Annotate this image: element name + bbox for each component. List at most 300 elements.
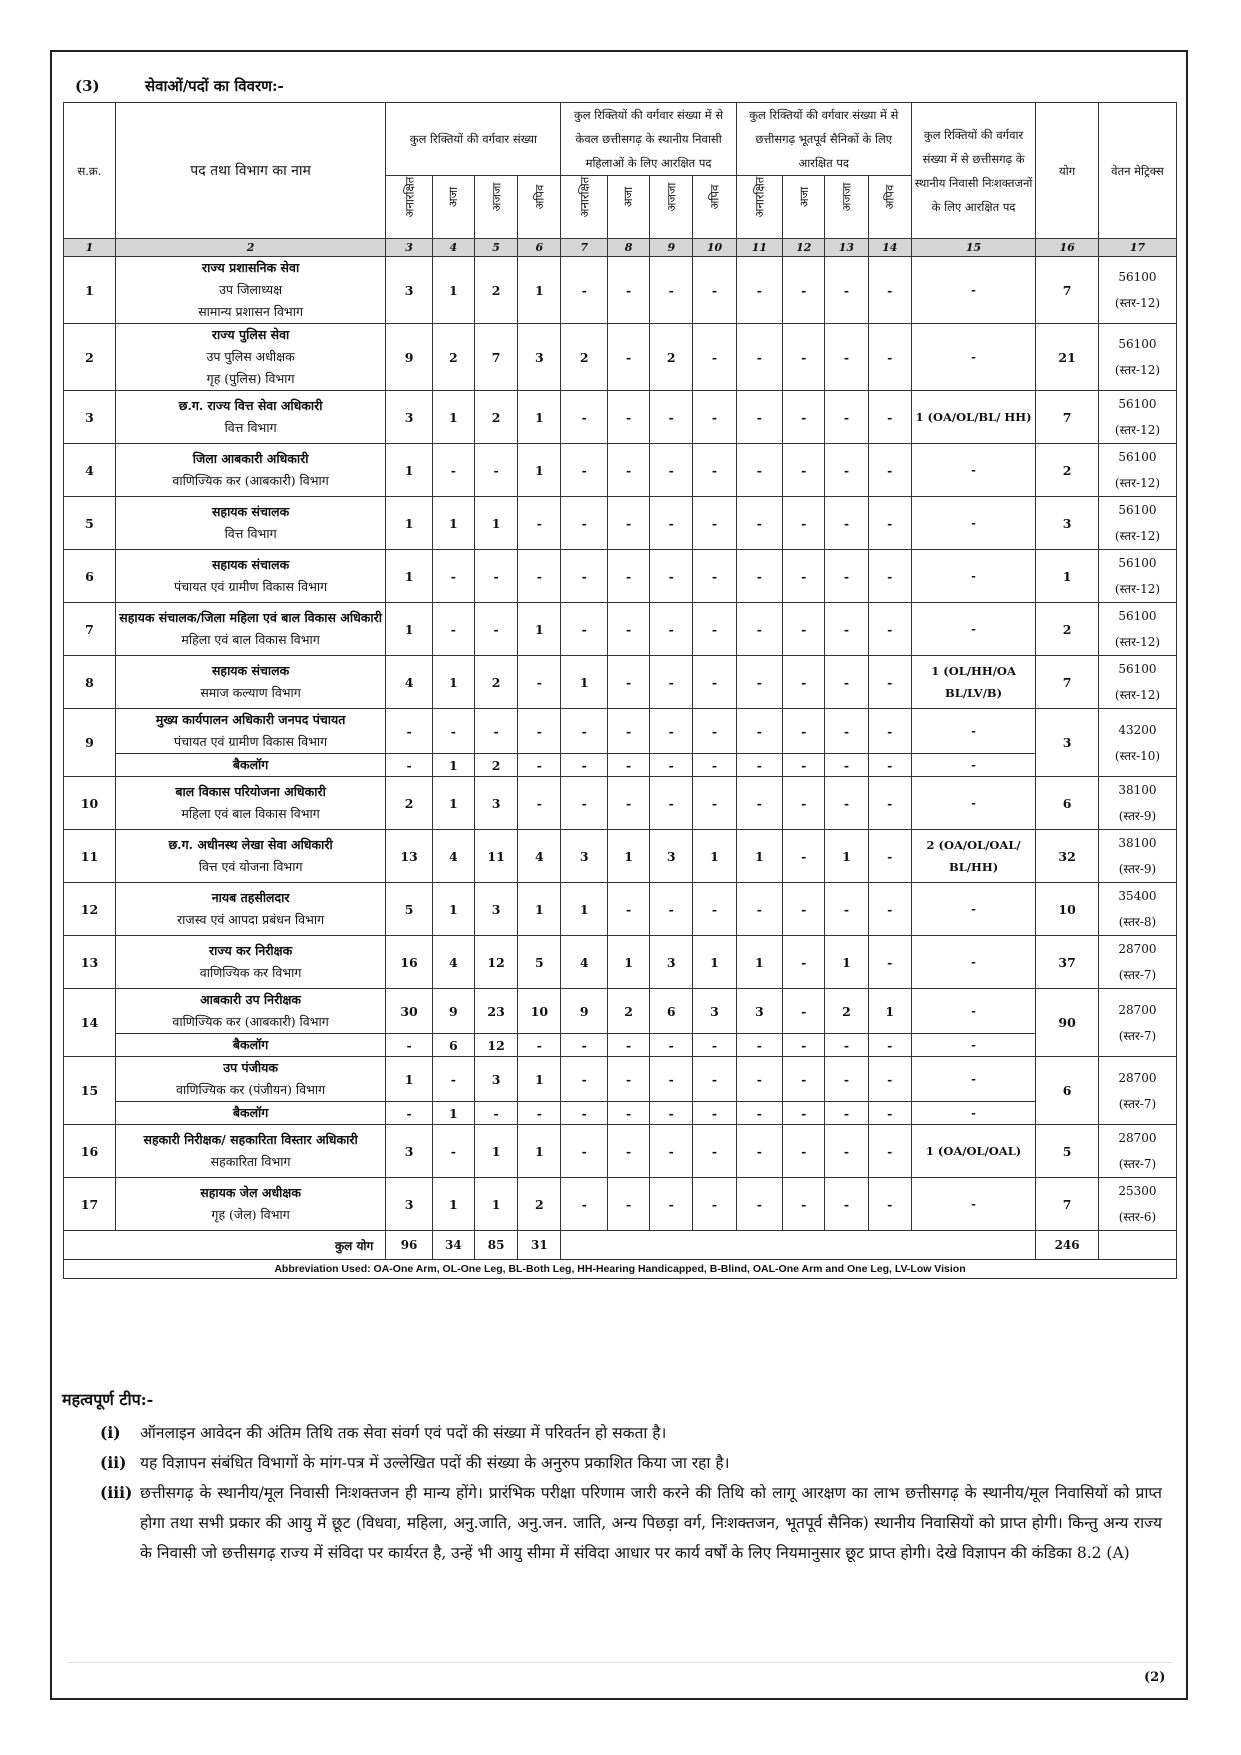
post-name-cell — [115, 709, 385, 754]
vacancy-count: - — [783, 550, 825, 603]
column-index: 1 — [64, 239, 116, 257]
table-row — [64, 1057, 1177, 1102]
vacancy-count: - — [607, 883, 649, 936]
post-detail: महिला एवं बाल विकास विभाग — [181, 806, 320, 821]
post-detail: उप जिलाध्यक्ष — [219, 282, 283, 297]
vacancy-count: - — [386, 709, 433, 754]
vacancy-count: - — [825, 603, 868, 656]
vacancy-count: - — [607, 603, 649, 656]
post-detail: वित्त विभाग — [224, 526, 277, 541]
vacancy-count: - — [693, 709, 736, 754]
pay-matrix — [1098, 1178, 1176, 1231]
header-category-label: अनारक्षित — [402, 176, 417, 218]
vacancy-count: - — [868, 709, 911, 754]
row-total: 5 — [1036, 1125, 1099, 1178]
vacancy-count: - — [693, 777, 736, 830]
vacancy-count: 1 — [432, 497, 474, 550]
pay-matrix-line: 25300 — [1118, 1184, 1157, 1198]
backlog-count: - — [561, 754, 608, 777]
table-row — [64, 777, 1177, 830]
disabled-reserved: - — [911, 444, 1035, 497]
vacancy-count: - — [825, 324, 868, 391]
header-pay: वेतन मेट्रिक्स — [1098, 103, 1176, 239]
vacancy-count: 3 — [386, 257, 433, 324]
vacancy-count: - — [518, 777, 561, 830]
vacancy-count: 3 — [736, 989, 783, 1034]
row-total: 2 — [1036, 603, 1099, 656]
backlog-label — [115, 754, 385, 777]
header-category-label: अपिव — [882, 184, 897, 210]
vacancy-count: - — [868, 1057, 911, 1102]
post-title: राज्य पुलिस सेवा — [211, 327, 290, 342]
table-row — [64, 883, 1177, 936]
vacancy-count: 4 — [386, 656, 433, 709]
post-title: राज्य कर निरीक्षक — [208, 943, 293, 958]
vacancy-count: 1 — [432, 257, 474, 324]
pay-matrix — [1098, 656, 1176, 709]
vacancy-count: 2 — [650, 324, 693, 391]
backlog-count: - — [607, 1034, 649, 1057]
footer-divider — [68, 1662, 1172, 1663]
vacancy-count: - — [736, 656, 783, 709]
pay-matrix-line: (स्तर-6) — [1118, 1210, 1157, 1224]
vacancy-count: - — [693, 603, 736, 656]
post-detail: पंचायत एवं ग्रामीण विकास विभाग — [174, 734, 328, 749]
vacancy-count: - — [518, 709, 561, 754]
vacancy-count: - — [868, 257, 911, 324]
totals-pay-blank — [1098, 1231, 1176, 1260]
vacancy-count: 13 — [386, 830, 433, 883]
vacancy-count: - — [607, 1178, 649, 1231]
backlog-count: - — [650, 1102, 693, 1125]
post-name-cell — [115, 656, 385, 709]
row-serial: 8 — [64, 656, 116, 709]
vacancy-count: - — [825, 777, 868, 830]
vacancy-count: - — [693, 444, 736, 497]
column-index: 16 — [1036, 239, 1099, 257]
vacancy-count: - — [518, 550, 561, 603]
vacancy-count: - — [868, 936, 911, 989]
row-serial: 1 — [64, 257, 116, 324]
table-row — [64, 324, 1177, 391]
vacancy-count: - — [650, 603, 693, 656]
header-category — [561, 176, 608, 239]
vacancy-count: 12 — [474, 936, 517, 989]
pay-matrix-line: 28700 — [1118, 942, 1157, 956]
disabled-reserved: - — [911, 777, 1035, 830]
pay-matrix-line: 28700 — [1118, 1070, 1157, 1085]
note-text: ऑनलाइन आवेदन की अंतिम तिथि तक सेवा संवर्ग एवं पदों की संख्या में परिवर्तन हो सकता है। — [140, 1424, 667, 1442]
backlog-count: - — [825, 754, 868, 777]
backlog-disabled: - — [911, 1034, 1035, 1057]
vacancy-count: 11 — [474, 830, 517, 883]
pay-matrix — [1098, 1057, 1176, 1125]
header-category-label: अनारक्षित — [577, 176, 592, 218]
note-item — [100, 1448, 1162, 1478]
header-group-disabled: कुल रिक्तियों की वर्गवार संख्या में से छत्तीसगढ़ के स्थानीय निवासी निःशक्तजनों के लिए आरक्षित पद — [911, 103, 1035, 239]
vacancy-count: 5 — [386, 883, 433, 936]
vacancy-count: - — [650, 444, 693, 497]
pay-matrix — [1098, 444, 1176, 497]
vacancy-count: 1 — [607, 830, 649, 883]
pay-matrix-line: (स्तर-9) — [1118, 862, 1157, 876]
pay-matrix — [1098, 1125, 1176, 1178]
pay-matrix — [1098, 830, 1176, 883]
pay-matrix-line: 28700 — [1118, 1002, 1157, 1017]
pay-matrix — [1098, 603, 1176, 656]
backlog-row — [64, 754, 1177, 777]
backlog-count: - — [561, 1034, 608, 1057]
table-row — [64, 936, 1177, 989]
post-detail: गृह (पुलिस) विभाग — [206, 371, 295, 386]
vacancy-count: 1 — [518, 603, 561, 656]
backlog-count: - — [561, 1102, 608, 1125]
vacancy-count: 10 — [518, 989, 561, 1034]
vacancy-count: - — [650, 883, 693, 936]
vacancy-count: - — [607, 1057, 649, 1102]
vacancy-count: 1 — [518, 883, 561, 936]
pay-matrix-line: (स्तर-7) — [1118, 1157, 1157, 1171]
post-title: सहायक संचालक/जिला महिला एवं बाल विकास अधिकारी — [119, 610, 382, 625]
header-category — [432, 176, 474, 239]
vacancy-count: - — [868, 497, 911, 550]
column-index: 14 — [868, 239, 911, 257]
pay-matrix — [1098, 936, 1176, 989]
post-detail: पंचायत एवं ग्रामीण विकास विभाग — [174, 579, 328, 594]
note-item — [100, 1418, 1162, 1448]
row-total: 2 — [1036, 444, 1099, 497]
pay-matrix-line: 56100 — [1118, 662, 1157, 676]
backlog-count: - — [650, 1034, 693, 1057]
post-detail: राजस्व एवं आपदा प्रबंधन विभाग — [177, 912, 325, 927]
vacancy-count: 3 — [386, 391, 433, 444]
disabled-reserved: - — [911, 550, 1035, 603]
row-serial: 2 — [64, 324, 116, 391]
vacancy-count: - — [783, 989, 825, 1034]
section-number: (3) — [75, 77, 100, 95]
vacancy-count: - — [783, 1057, 825, 1102]
backlog-count: - — [868, 1034, 911, 1057]
vacancy-count: - — [736, 1057, 783, 1102]
vacancy-count: 1 — [561, 883, 608, 936]
vacancy-count: - — [825, 656, 868, 709]
vacancy-count: - — [561, 444, 608, 497]
post-detail: वाणिज्यिक कर (पंजीयन) विभाग — [176, 1082, 326, 1097]
vacancy-count: - — [736, 777, 783, 830]
post-name-cell — [115, 257, 385, 324]
vacancy-count: - — [783, 777, 825, 830]
row-total: 7 — [1036, 257, 1099, 324]
table-row — [64, 603, 1177, 656]
backlog-count: - — [736, 1034, 783, 1057]
vacancy-count: 1 — [474, 497, 517, 550]
post-detail: महिला एवं बाल विकास विभाग — [181, 632, 320, 647]
vacancy-count: - — [868, 1178, 911, 1231]
column-index: 5 — [474, 239, 517, 257]
vacancy-count: - — [783, 936, 825, 989]
vacancy-count: 6 — [650, 989, 693, 1034]
vacancy-table — [63, 102, 1177, 1279]
vacancy-count: - — [432, 709, 474, 754]
vacancy-count: 7 — [474, 324, 517, 391]
backlog-count: 1 — [432, 754, 474, 777]
vacancy-count: 2 — [474, 656, 517, 709]
header-category-label: अपिव — [532, 184, 547, 210]
header-category — [783, 176, 825, 239]
column-index: 11 — [736, 239, 783, 257]
post-detail: वाणिज्यिक कर विभाग — [199, 965, 302, 980]
vacancy-count: 2 — [518, 1178, 561, 1231]
header-category-label: अपिव — [707, 184, 722, 210]
pay-matrix-line: 56100 — [1118, 503, 1157, 517]
backlog-count: - — [868, 754, 911, 777]
vacancy-count: - — [825, 709, 868, 754]
vacancy-count: - — [650, 709, 693, 754]
vacancy-count: 3 — [518, 324, 561, 391]
vacancy-count: - — [693, 656, 736, 709]
header-category — [386, 176, 433, 239]
vacancy-count: - — [607, 709, 649, 754]
vacancy-count: 1 — [518, 391, 561, 444]
header-category-label: अनारक्षित — [752, 176, 767, 218]
vacancy-count: 4 — [518, 830, 561, 883]
vacancy-count: - — [783, 603, 825, 656]
post-name-cell — [115, 1178, 385, 1231]
post-title: बाल विकास परियोजना अधिकारी — [175, 784, 326, 799]
vacancy-count: 3 — [386, 1178, 433, 1231]
vacancy-count: 1 — [432, 1178, 474, 1231]
backlog-count: - — [386, 754, 433, 777]
post-title: आबकारी उप निरीक्षक — [200, 992, 302, 1007]
vacancy-count: - — [518, 656, 561, 709]
pay-matrix — [1098, 257, 1176, 324]
vacancy-count: - — [650, 391, 693, 444]
post-title: उप पंजीयक — [223, 1060, 278, 1075]
row-serial: 5 — [64, 497, 116, 550]
pay-matrix-line: 56100 — [1118, 270, 1157, 284]
header-category — [474, 176, 517, 239]
row-serial: 10 — [64, 777, 116, 830]
section-heading — [75, 76, 284, 96]
totals-value: 34 — [432, 1231, 474, 1260]
row-total: 7 — [1036, 391, 1099, 444]
vacancy-count: - — [650, 257, 693, 324]
vacancy-count: - — [474, 550, 517, 603]
header-category-label: अजा — [796, 186, 811, 208]
column-index: 13 — [825, 239, 868, 257]
backlog-count: - — [518, 754, 561, 777]
note-number: (ii) — [100, 1453, 127, 1472]
post-title: सहायक जेल अधीक्षक — [200, 1185, 301, 1200]
disabled-reserved: - — [911, 324, 1035, 391]
vacancy-count: 3 — [561, 830, 608, 883]
post-name-cell — [115, 444, 385, 497]
post-title: छ.ग. राज्य वित्त सेवा अधिकारी — [178, 398, 323, 413]
disabled-reserved: - — [911, 936, 1035, 989]
vacancy-count: - — [736, 324, 783, 391]
vacancy-count: 2 — [825, 989, 868, 1034]
backlog-count: - — [736, 754, 783, 777]
vacancy-count: - — [868, 777, 911, 830]
vacancy-count: - — [561, 603, 608, 656]
vacancy-count: - — [693, 324, 736, 391]
post-title: मुख्य कार्यपालन अधिकारी जनपद पंचायत — [155, 712, 346, 727]
post-name-cell — [115, 603, 385, 656]
vacancy-count: - — [561, 777, 608, 830]
backlog-count: - — [386, 1034, 433, 1057]
vacancy-count: - — [432, 1057, 474, 1102]
note-item — [100, 1478, 1162, 1568]
backlog-count: - — [607, 1102, 649, 1125]
vacancy-count: - — [736, 603, 783, 656]
row-total: 37 — [1036, 936, 1099, 989]
vacancy-count: - — [607, 444, 649, 497]
backlog-count: - — [693, 1034, 736, 1057]
vacancy-count: 1 — [868, 989, 911, 1034]
vacancy-count: - — [607, 257, 649, 324]
vacancy-count: - — [868, 550, 911, 603]
vacancy-count: 3 — [693, 989, 736, 1034]
vacancy-count: - — [783, 656, 825, 709]
row-serial: 17 — [64, 1178, 116, 1231]
vacancy-count: 3 — [650, 936, 693, 989]
header-category — [607, 176, 649, 239]
vacancy-count: - — [868, 830, 911, 883]
header-total: योग — [1036, 103, 1099, 239]
totals-label: कुल योग — [64, 1231, 386, 1260]
table-row — [64, 1125, 1177, 1178]
row-serial: 15 — [64, 1057, 116, 1125]
row-total: 32 — [1036, 830, 1099, 883]
backlog-count: - — [693, 754, 736, 777]
post-detail: वाणिज्यिक कर (आबकारी) विभाग — [172, 473, 329, 488]
vacancy-count: 23 — [474, 989, 517, 1034]
post-detail: समाज कल्याण विभाग — [200, 685, 301, 700]
header-category-label: अजजा — [489, 182, 504, 212]
pay-matrix — [1098, 550, 1176, 603]
vacancy-count: - — [736, 1125, 783, 1178]
vacancy-count: 1 — [825, 936, 868, 989]
vacancy-count: 5 — [518, 936, 561, 989]
vacancy-count: - — [825, 444, 868, 497]
backlog-count: 1 — [432, 1102, 474, 1125]
column-index: 15 — [911, 239, 1035, 257]
column-index: 7 — [561, 239, 608, 257]
vacancy-count: 1 — [736, 830, 783, 883]
backlog-label — [115, 1034, 385, 1057]
vacancy-count: - — [561, 257, 608, 324]
table-row — [64, 709, 1177, 754]
backlog-row — [64, 1102, 1177, 1125]
table-row — [64, 497, 1177, 550]
vacancy-count: - — [693, 497, 736, 550]
post-detail: वित्त विभाग — [224, 420, 277, 435]
section-title: सेवाओं/पदों का विवरण:- — [145, 77, 284, 95]
post-title: सहकारी निरीक्षक/ सहकारिता विस्तार अधिकारी — [143, 1132, 358, 1147]
disabled-reserved: 1 (OL/HH/OA BL/LV/B) — [911, 656, 1035, 709]
pay-matrix — [1098, 391, 1176, 444]
column-index: 2 — [115, 239, 385, 257]
backlog-count: 6 — [432, 1034, 474, 1057]
row-total: 10 — [1036, 883, 1099, 936]
vacancy-count: - — [783, 257, 825, 324]
vacancy-count: 2 — [386, 777, 433, 830]
pay-matrix — [1098, 709, 1176, 777]
backlog-count: - — [607, 754, 649, 777]
vacancy-count: 1 — [474, 1125, 517, 1178]
pay-matrix-line: (स्तर-12) — [1114, 582, 1161, 596]
pay-matrix-line: (स्तर-12) — [1114, 476, 1161, 490]
vacancy-count: 1 — [693, 936, 736, 989]
disabled-reserved: 1 (OA/OL/OAL) — [911, 1125, 1035, 1178]
pay-matrix — [1098, 497, 1176, 550]
vacancy-count: 1 — [693, 830, 736, 883]
pay-matrix — [1098, 989, 1176, 1057]
vacancy-count: - — [693, 391, 736, 444]
vacancy-count: - — [432, 1125, 474, 1178]
disabled-reserved: - — [911, 883, 1035, 936]
vacancy-count: - — [736, 709, 783, 754]
vacancy-count: - — [736, 550, 783, 603]
vacancy-count: - — [432, 550, 474, 603]
row-total: 3 — [1036, 709, 1099, 777]
post-name-cell — [115, 391, 385, 444]
vacancy-count: - — [868, 1125, 911, 1178]
totals-blank — [561, 1231, 1036, 1260]
vacancy-count: - — [825, 1178, 868, 1231]
pay-matrix-line: (स्तर-7) — [1118, 1028, 1157, 1043]
vacancy-count: 1 — [432, 391, 474, 444]
vacancy-count: 1 — [432, 883, 474, 936]
vacancy-count: 1 — [386, 497, 433, 550]
vacancy-count: 1 — [736, 936, 783, 989]
vacancy-count: 4 — [561, 936, 608, 989]
column-index-row — [64, 239, 1177, 257]
note-text: यह विज्ञापन संबंधित विभागों के मांग-पत्र में उल्लेखित पदों की संख्या के अनुरुप प्रकाशित किया जा रहा है। — [140, 1454, 730, 1472]
vacancy-count: - — [825, 1125, 868, 1178]
backlog-label-text: बैकलॉग — [232, 1037, 269, 1052]
table-row — [64, 391, 1177, 444]
vacancy-count: - — [518, 497, 561, 550]
vacancy-count: 1 — [386, 444, 433, 497]
vacancy-count: - — [650, 1178, 693, 1231]
vacancy-count: - — [607, 391, 649, 444]
backlog-count: 2 — [474, 754, 517, 777]
vacancy-count: - — [561, 391, 608, 444]
vacancy-count: - — [736, 444, 783, 497]
vacancy-count: - — [650, 1057, 693, 1102]
vacancy-count: - — [693, 1178, 736, 1231]
table-row — [64, 830, 1177, 883]
vacancy-count: - — [783, 444, 825, 497]
pay-matrix-line: (स्तर-12) — [1114, 635, 1161, 649]
abbreviation-text: Abbreviation Used: OA-One Arm, OL-One Leg, BL-Both Leg, HH-Hearing Handicapped, B-Blind, OAL-One Arm and One Leg, LV-Low Vision — [64, 1260, 1177, 1279]
column-index: 10 — [693, 239, 736, 257]
backlog-count: - — [783, 1034, 825, 1057]
row-total: 6 — [1036, 777, 1099, 830]
vacancy-count: - — [693, 550, 736, 603]
backlog-count: - — [868, 1102, 911, 1125]
important-notes — [62, 1388, 1162, 1568]
post-name-cell — [115, 830, 385, 883]
row-serial: 7 — [64, 603, 116, 656]
column-index: 4 — [432, 239, 474, 257]
note-number: (i) — [100, 1423, 121, 1442]
post-name-cell — [115, 936, 385, 989]
grand-total: 246 — [1036, 1231, 1099, 1260]
row-serial: 4 — [64, 444, 116, 497]
vacancy-count: - — [868, 883, 911, 936]
